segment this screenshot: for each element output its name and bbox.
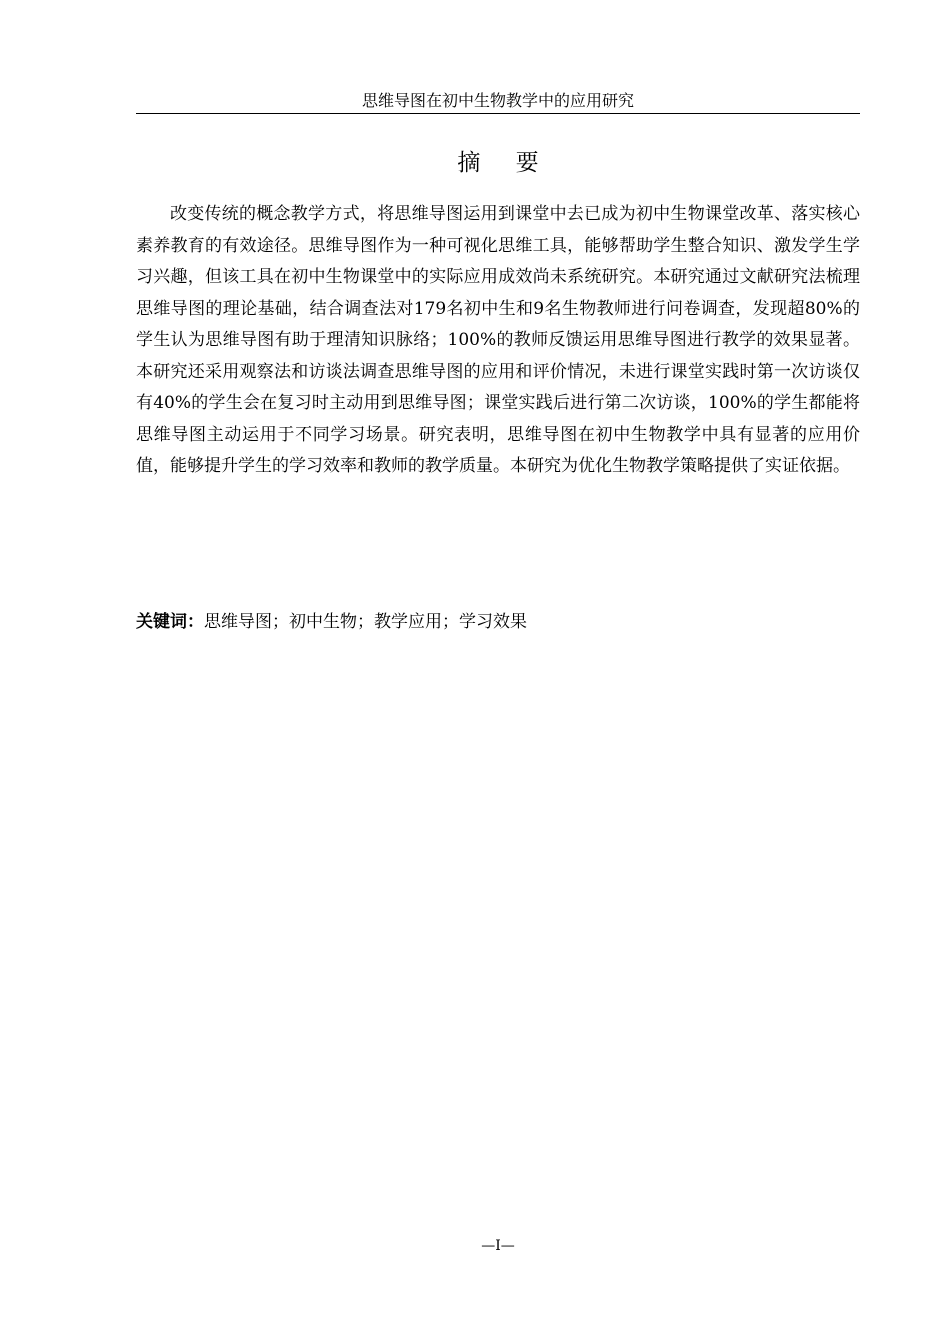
header-rule	[136, 113, 860, 114]
abstract-title: 摘 要	[457, 150, 553, 176]
page-number: —I—	[481, 1238, 515, 1254]
keywords-line	[136, 607, 860, 639]
keywords-label: 关键词：	[136, 612, 204, 632]
keywords-value: 思维导图；初中生物；教学应用；学习效果	[204, 612, 527, 632]
running-header: 思维导图在初中生物教学中的应用研究	[361, 91, 634, 110]
abstract-body: 改变传统的概念教学方式，将思维导图运用到课堂中去已成为初中生物课堂改革、落实核心素养教育的有效途径。思维导图作为一种可视化思维工具，能够帮助学生整合知识、激发学生学习兴趣，但该工具在初中生物课堂中的实际应用成效尚未系统研究。本研究通过文献研究法梳理思维导图的理论基础，结合调查法对179名初中生和9名生物教师进行问卷调查，发现超80%的学生认为思维导图有助于理清知识脉络；100%的教师反馈运用思维导图进行教学的效果显著。本研究还采用观察法和访谈法调查思维导图的应用和评价情况，未进行课堂实践时第一次访谈仅有40%的学生会在复习时主动用到思维导图；课堂实践后进行第二次访谈，100%的学生都能将思维导图主动运用于不同学习场景。研究表明，思维导图在初中生物教学中具有显著的应用价值，能够提升学生的学习效率和教师的教学质量。本研究为优化生物教学策略提供了实证依据。	[136, 204, 860, 476]
